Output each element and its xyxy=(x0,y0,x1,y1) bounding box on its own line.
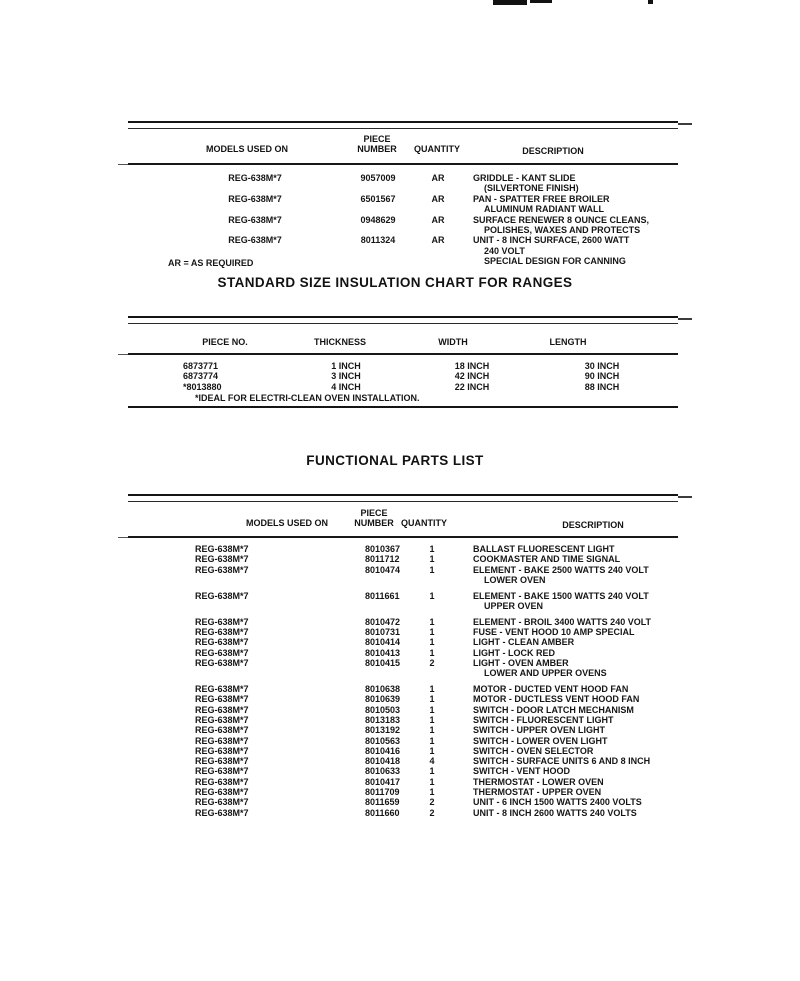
table-row xyxy=(128,658,678,679)
table-row xyxy=(128,715,678,725)
piece-number-cell: 8010731 xyxy=(365,627,401,638)
column-header-thickness: THICKNESS xyxy=(313,337,367,347)
column-header-length: LENGTH xyxy=(549,337,587,347)
table-row xyxy=(128,215,678,236)
description-cell xyxy=(472,617,678,627)
table-row xyxy=(128,797,678,807)
description-continuation-line: POLISHES, WAXES AND PROTECTS xyxy=(484,225,641,236)
accessories-table-header xyxy=(128,129,678,163)
description-continuation-line: LOWER AND UPPER OVENS xyxy=(484,668,607,679)
piece-number-cell: 8010418 xyxy=(365,756,401,767)
quantity-cell: 1 xyxy=(429,544,435,554)
column-header-width: WIDTH xyxy=(438,337,468,347)
description-line: SURFACE RENEWER 8 OUNCE CLEANS, xyxy=(473,214,650,225)
description-line: BALLAST FLUORESCENT LIGHT xyxy=(473,544,615,554)
quantity-cell: 1 xyxy=(429,766,435,777)
piece-number-cell: 8010638 xyxy=(365,684,401,695)
table-top-rule xyxy=(128,121,678,129)
description-line: SWITCH - DOOR LATCH MECHANISM xyxy=(473,704,634,715)
table-row xyxy=(128,787,678,797)
piece-number-cell: 8010474 xyxy=(365,564,401,575)
piece-number-cell: 8011661 xyxy=(365,590,400,601)
model-cell: REG-638M*7 xyxy=(195,616,249,627)
description-cell xyxy=(472,797,678,807)
piece-number-cell: 8010417 xyxy=(365,776,401,787)
description-line: LIGHT - LOCK RED xyxy=(473,647,555,658)
table-row xyxy=(128,777,678,787)
functional-parts-table xyxy=(128,494,678,818)
quantity-cell: 1 xyxy=(429,787,435,798)
length-cell: 30 INCH xyxy=(584,361,620,371)
description-cell xyxy=(472,808,678,818)
column-header-quantity: QUANTITY xyxy=(414,144,460,154)
thickness-cell: 3 INCH xyxy=(331,371,361,382)
description-cell xyxy=(472,658,678,679)
table-row xyxy=(128,617,678,627)
model-cell: REG-638M*7 xyxy=(195,684,249,695)
piece-number-cell: 8011709 xyxy=(365,787,400,798)
table-row xyxy=(128,637,678,647)
width-cell: 18 INCH xyxy=(454,361,490,371)
description-cell xyxy=(472,777,678,787)
quantity-cell: 1 xyxy=(429,637,435,648)
description-line: GRIDDLE - KANT SLIDE xyxy=(473,173,576,183)
functional-table-body xyxy=(128,544,678,818)
model-cell: REG-638M*7 xyxy=(195,745,249,756)
table-row xyxy=(128,382,678,392)
insulation-table-body xyxy=(128,361,678,392)
table-row xyxy=(128,736,678,746)
ar-note: AR = AS REQUIRED xyxy=(168,258,254,268)
quantity-cell: 4 xyxy=(429,756,435,767)
piece-no-cell: 6873771 xyxy=(183,361,219,371)
piece-number-cell: 8010415 xyxy=(365,657,401,668)
table-row xyxy=(128,705,678,715)
quantity-cell: 2 xyxy=(429,657,435,668)
description-cell xyxy=(472,746,678,756)
piece-no-cell: 6873774 xyxy=(183,371,219,382)
description-line: UNIT - 8 INCH SURFACE, 2600 WATT xyxy=(473,235,630,246)
description-continuation-line: UPPER OVEN xyxy=(484,600,544,611)
model-cell: REG-638M*7 xyxy=(195,735,249,746)
piece-number-cell: 8013183 xyxy=(365,714,401,725)
description-line: PAN - SPATTER FREE BROILER xyxy=(473,193,610,204)
model-cell: REG-638M*7 xyxy=(228,235,282,246)
description-cell xyxy=(472,235,678,266)
width-cell: 22 INCH xyxy=(454,381,490,392)
description-cell xyxy=(472,787,678,797)
column-header-piece-line1: PIECE xyxy=(360,508,388,518)
description-cell xyxy=(472,173,678,194)
description-line: ELEMENT - BROIL 3400 WATTS 240 VOLT xyxy=(473,616,652,627)
description-cell xyxy=(472,756,678,766)
table-row xyxy=(128,591,678,612)
description-continuation-line: 240 VOLT xyxy=(484,245,525,256)
piece-number-cell: 8010416 xyxy=(365,745,401,756)
quantity-cell: AR xyxy=(431,193,445,204)
column-header-piece-line2: NUMBER xyxy=(354,518,394,528)
model-cell: REG-638M*7 xyxy=(195,647,249,658)
table-row xyxy=(128,808,678,818)
model-cell: REG-638M*7 xyxy=(195,807,249,818)
functional-table-header xyxy=(128,502,678,536)
model-cell: REG-638M*7 xyxy=(195,714,249,725)
piece-number-cell: 8010414 xyxy=(365,637,401,648)
piece-number-cell: 8011712 xyxy=(365,554,400,565)
table-bottom-rule xyxy=(128,406,678,408)
description-cell xyxy=(472,544,678,554)
quantity-cell: 1 xyxy=(429,564,435,575)
quantity-cell: AR xyxy=(431,173,445,183)
table-row xyxy=(128,173,678,194)
description-cell xyxy=(472,627,678,637)
description-line: LIGHT - CLEAN AMBER xyxy=(473,637,575,648)
description-continuation-line: ALUMINUM RADIANT WALL xyxy=(484,204,604,215)
description-cell xyxy=(472,194,678,215)
model-cell: REG-638M*7 xyxy=(195,694,249,705)
width-cell: 42 INCH xyxy=(454,371,490,382)
quantity-cell: 1 xyxy=(429,725,435,736)
table-row xyxy=(128,194,678,215)
piece-number-cell: 8013192 xyxy=(365,725,401,736)
column-header-models: MODELS USED ON xyxy=(205,144,289,154)
description-line: SWITCH - SURFACE UNITS 6 AND 8 INCH xyxy=(473,756,651,767)
description-cell xyxy=(472,705,678,715)
piece-number-cell: 0948629 xyxy=(360,214,396,225)
description-continuation-line: (SILVERTONE FINISH) xyxy=(484,183,579,194)
table-row xyxy=(128,371,678,381)
table-header-rule xyxy=(128,353,678,355)
description-cell xyxy=(472,694,678,704)
description-line: SWITCH - OVEN SELECTOR xyxy=(473,745,594,756)
quantity-cell: 1 xyxy=(429,714,435,725)
quantity-cell: 1 xyxy=(429,694,435,705)
functional-parts-title: FUNCTIONAL PARTS LIST xyxy=(306,453,484,468)
model-cell: REG-638M*7 xyxy=(228,193,282,204)
description-cell xyxy=(472,684,678,694)
table-row xyxy=(128,766,678,776)
table-row xyxy=(128,725,678,735)
piece-number-cell: 9057009 xyxy=(360,173,396,183)
insulation-table xyxy=(128,316,678,408)
model-cell: REG-638M*7 xyxy=(195,564,249,575)
insulation-footnote: *IDEAL FOR ELECTRI-CLEAN OVEN INSTALLATION. xyxy=(195,392,420,403)
column-header-quantity: QUANTITY xyxy=(401,518,447,528)
piece-number-cell: 8011659 xyxy=(365,797,400,808)
table-row xyxy=(128,544,678,554)
description-continuation-line: LOWER OVEN xyxy=(484,574,546,585)
model-cell: REG-638M*7 xyxy=(195,766,249,777)
model-cell: REG-638M*7 xyxy=(195,704,249,715)
description-cell xyxy=(472,215,678,236)
piece-number-cell: 8010472 xyxy=(365,616,401,627)
quantity-cell: 1 xyxy=(429,704,435,715)
model-cell: REG-638M*7 xyxy=(228,214,282,225)
description-line: MOTOR - DUCTED VENT HOOD FAN xyxy=(473,684,629,695)
table-row xyxy=(128,627,678,637)
description-line: ELEMENT - BAKE 2500 WATTS 240 VOLT xyxy=(473,564,649,575)
description-cell xyxy=(472,554,678,564)
accessories-table xyxy=(128,121,678,267)
piece-number-cell: 8011660 xyxy=(365,807,400,818)
quantity-cell: AR xyxy=(431,235,445,246)
column-header-description: DESCRIPTION xyxy=(562,520,624,530)
piece-number-cell: 8010503 xyxy=(365,704,401,715)
description-cell xyxy=(472,591,678,612)
model-cell: REG-638M*7 xyxy=(195,657,249,668)
piece-number-cell: 8010633 xyxy=(365,766,401,777)
quantity-cell: 2 xyxy=(429,797,435,808)
table-top-rule xyxy=(128,494,678,502)
quantity-cell: 2 xyxy=(429,807,435,818)
column-header-piece-line2: NUMBER xyxy=(357,144,397,154)
piece-no-cell: *8013880 xyxy=(183,381,222,392)
table-header-rule xyxy=(128,536,678,538)
piece-number-cell: 6501567 xyxy=(360,193,396,204)
description-line: SWITCH - VENT HOOD xyxy=(473,766,570,777)
description-cell xyxy=(472,565,678,586)
column-header-description: DESCRIPTION xyxy=(522,146,584,156)
thickness-cell: 1 INCH xyxy=(331,361,361,371)
thickness-cell: 4 INCH xyxy=(331,381,361,392)
length-cell: 88 INCH xyxy=(584,381,620,392)
piece-number-cell: 8011324 xyxy=(360,235,396,246)
model-cell: REG-638M*7 xyxy=(195,544,249,554)
quantity-cell: 1 xyxy=(429,735,435,746)
description-line: THERMOSTAT - LOWER OVEN xyxy=(473,776,604,787)
description-cell xyxy=(472,715,678,725)
description-cell xyxy=(472,648,678,658)
description-line: SWITCH - LOWER OVEN LIGHT xyxy=(473,735,608,746)
table-row xyxy=(128,684,678,694)
quantity-cell: 1 xyxy=(429,627,435,638)
quantity-cell: 1 xyxy=(429,590,435,601)
description-line: COOKMASTER AND TIME SIGNAL xyxy=(473,554,621,565)
description-line: LIGHT - OVEN AMBER xyxy=(473,657,569,668)
quantity-cell: AR xyxy=(431,214,445,225)
description-line: FUSE - VENT HOOD 10 AMP SPECIAL xyxy=(473,627,635,638)
model-cell: REG-638M*7 xyxy=(195,787,249,798)
table-row xyxy=(128,554,678,564)
description-line: SWITCH - FLUORESCENT LIGHT xyxy=(473,714,614,725)
accessories-table-body xyxy=(128,173,678,267)
piece-number-cell: 8010563 xyxy=(365,735,401,746)
column-header-models: MODELS USED ON xyxy=(245,518,329,528)
quantity-cell: 1 xyxy=(429,554,435,565)
description-cell xyxy=(472,736,678,746)
model-cell: REG-638M*7 xyxy=(195,725,249,736)
quantity-cell: 1 xyxy=(429,776,435,787)
piece-number-cell: 8010639 xyxy=(365,694,401,705)
insulation-chart-title: STANDARD SIZE INSULATION CHART FOR RANGES xyxy=(217,275,573,290)
description-line: SWITCH - UPPER OVEN LIGHT xyxy=(473,725,606,736)
description-line: UNIT - 6 INCH 1500 WATTS 2400 VOLTS xyxy=(473,797,642,808)
table-row xyxy=(128,361,678,371)
quantity-cell: 1 xyxy=(429,745,435,756)
description-line: ELEMENT - BAKE 1500 WATTS 240 VOLT xyxy=(473,590,649,601)
description-line: UNIT - 8 INCH 2600 WATTS 240 VOLTS xyxy=(473,807,637,818)
table-row xyxy=(128,648,678,658)
model-cell: REG-638M*7 xyxy=(228,173,282,183)
description-line: MOTOR - DUCTLESS VENT HOOD FAN xyxy=(473,694,640,705)
model-cell: REG-638M*7 xyxy=(195,637,249,648)
table-row xyxy=(128,746,678,756)
model-cell: REG-638M*7 xyxy=(195,627,249,638)
table-row xyxy=(128,756,678,766)
description-cell xyxy=(472,725,678,735)
table-header-rule xyxy=(128,163,678,165)
description-cell xyxy=(472,637,678,647)
piece-number-cell: 8010413 xyxy=(365,647,401,658)
model-cell: REG-638M*7 xyxy=(195,776,249,787)
model-cell: REG-638M*7 xyxy=(195,554,249,565)
description-continuation-line: SPECIAL DESIGN FOR CANNING xyxy=(484,256,626,267)
quantity-cell: 1 xyxy=(429,647,435,658)
description-cell xyxy=(472,766,678,776)
table-top-rule xyxy=(128,316,678,324)
table-row xyxy=(128,565,678,586)
piece-number-cell: 8010367 xyxy=(365,544,401,554)
quantity-cell: 1 xyxy=(429,616,435,627)
quantity-cell: 1 xyxy=(429,684,435,695)
model-cell: REG-638M*7 xyxy=(195,756,249,767)
model-cell: REG-638M*7 xyxy=(195,590,249,601)
column-header-piece-line1: PIECE xyxy=(363,134,391,144)
description-line: THERMOSTAT - UPPER OVEN xyxy=(473,787,602,798)
model-cell: REG-638M*7 xyxy=(195,797,249,808)
column-header-piece-no: PIECE NO. xyxy=(202,337,248,347)
table-row xyxy=(128,694,678,704)
length-cell: 90 INCH xyxy=(584,371,620,382)
insulation-table-header xyxy=(128,324,678,353)
